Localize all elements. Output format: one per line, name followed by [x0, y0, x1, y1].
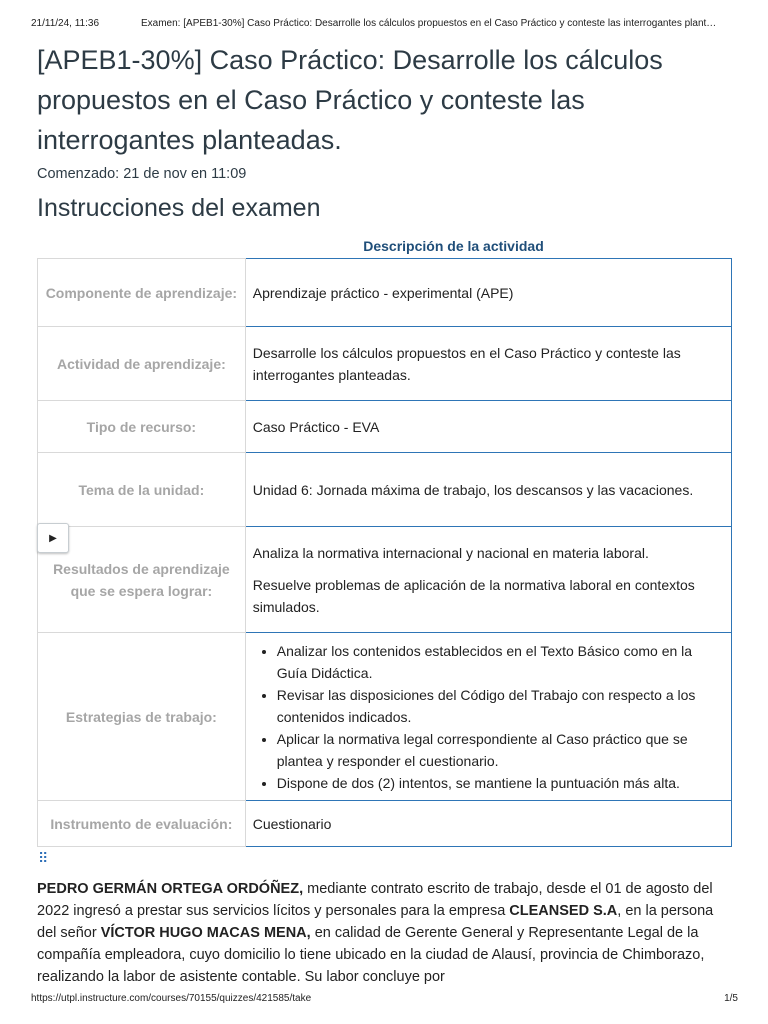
activity-description-table	[37, 258, 732, 847]
row-value: Caso Práctico - EVA	[245, 401, 731, 453]
quiz-title: [APEB1-30%] Caso Práctico: Desarrolle los cálculos propuestos en el Caso Práctico y conteste las interrogantes planteadas.	[37, 45, 663, 155]
table-heading: Descripción de la actividad	[363, 238, 544, 254]
manager-name: VÍCTOR HUGO MACAS MENA,	[100, 925, 311, 941]
instructions-heading: Instrucciones del examen	[37, 194, 321, 222]
print-header	[31, 18, 734, 29]
print-page-number: 1/5	[724, 993, 738, 1004]
row-label: Tema de la unidad:	[38, 453, 246, 527]
table-row	[38, 801, 732, 847]
print-footer	[31, 993, 738, 1004]
case-text	[37, 878, 732, 988]
row-label: Actividad de aprendizaje:	[38, 327, 246, 401]
started-timestamp: Comenzado: 21 de nov en 11:09	[37, 166, 247, 182]
learning-outcome-1: Analiza la normativa internacional y nacional en materia laboral.	[252, 544, 649, 561]
row-value: Cuestionario	[245, 801, 731, 847]
table-row	[38, 527, 732, 633]
play-button[interactable]	[37, 523, 69, 553]
table-row	[38, 259, 732, 327]
row-value: Aprendizaje práctico - experimental (APE)	[245, 259, 731, 327]
list-item: • Aplicar la normativa legal correspondiente al Caso práctico que se plantea y responder el cuestionario.	[277, 728, 724, 772]
list-item: • Revisar las disposiciones del Código del Trabajo con respecto a los contenidos indicados.	[277, 684, 724, 728]
strategy-list	[253, 640, 724, 794]
case-text-part: en calidad de Gerente General y Representante Legal de la compañía empleadora, cuyo domicilio lo tiene ubicado en la ciudad de Alausí, provincia de Chimborazo, realizando la labor de asistente contable. Su labor concluye por	[37, 925, 705, 985]
list-item: • Analizar los contenidos establecidos en el Texto Básico como en la Guía Didáctica.	[277, 640, 724, 684]
row-value	[245, 527, 731, 633]
row-label: Resultados de aprendizaje que se espera lograr:	[38, 527, 246, 633]
row-label: Instrumento de evaluación:	[38, 801, 246, 847]
row-value: Unidad 6: Jornada máxima de trabajo, los descansos y las vacaciones.	[245, 453, 731, 527]
row-label: Tipo de recurso:	[38, 401, 246, 453]
row-value	[245, 633, 731, 801]
company-name: CLEANSED S.A	[509, 903, 618, 919]
table-row	[38, 633, 732, 801]
print-title: Examen: [APEB1-30%] Caso Práctico: Desarrolle los cálculos propuestos en el Caso Práctico y conteste las interrogantes plant…	[141, 18, 717, 29]
play-icon: ▶	[49, 532, 57, 544]
table-row	[38, 401, 732, 453]
print-date: 21/11/24, 11:36	[31, 18, 100, 29]
table-row	[38, 453, 732, 527]
table-row	[38, 327, 732, 401]
case-text-part: mediante contrato escrito de trabajo, desde el 01 de agosto del 2022 ingresó a prestar sus servicios lícitos y personales para la empresa	[37, 881, 713, 919]
list-item: • Dispone de dos (2) intentos, se mantiene la puntuación más alta.	[277, 772, 724, 794]
learning-outcome-2: Resuelve problemas de aplicación de la normativa laboral en contextos simulados.	[252, 576, 695, 615]
row-label: Componente de aprendizaje:	[38, 259, 246, 327]
drag-handle-icon[interactable]: ⠿	[38, 850, 49, 866]
print-url: https://utpl.instructure.com/courses/70155/quizzes/421585/take	[31, 993, 312, 1004]
case-text-part: , en la persona del señor	[37, 903, 714, 941]
row-label: Estrategias de trabajo:	[38, 633, 246, 801]
row-value: Desarrolle los cálculos propuestos en el Caso Práctico y conteste las interrogantes planteadas.	[245, 327, 731, 401]
employee-name: PEDRO GERMÁN ORTEGA ORDÓÑEZ,	[37, 881, 304, 897]
